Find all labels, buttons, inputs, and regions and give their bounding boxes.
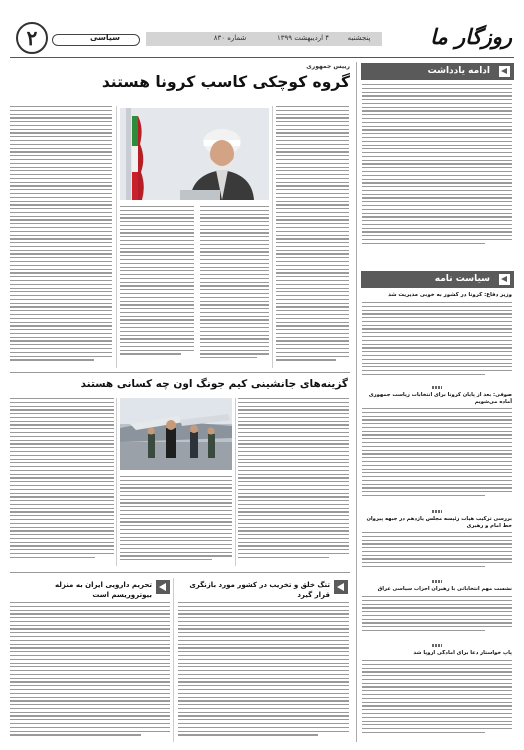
masthead (0, 22, 524, 56)
politics-digest-title: سیاست نامه (434, 274, 490, 284)
bottom-mid-headline: تنگ خلق و تخریب در کشور مورد بازنگری قرار گیرد (189, 581, 330, 599)
politics-digest-header (361, 271, 514, 288)
issue-date: ۴ اردیبهشت ۱۳۹۹ (276, 34, 330, 42)
continued-notes-title: ادامه یادداشت (427, 66, 490, 76)
korea-story-photo (120, 398, 232, 470)
arrow-icon (499, 274, 510, 285)
issue-number: شماره ۸۳۰ (213, 34, 247, 42)
newspaper-logo: روزگار ما (430, 24, 512, 49)
sidebar-text-1 (362, 302, 512, 382)
korea-story-col-3 (10, 398, 114, 566)
sidebar-text-3 (362, 532, 512, 576)
sidebar-text-5 (362, 660, 512, 742)
sidebar-headline-2: صوفی: بعد از پایان کرونا برای انتخابات ریاست جمهوری آماده می‌شویم (368, 392, 512, 405)
bottom-left-text (10, 602, 170, 742)
bottom-mid-text (178, 602, 349, 742)
lead-story-headline: گروه کوچکی کاسب کرونا هستند (101, 73, 350, 91)
sidebar-text-2 (362, 408, 512, 506)
lead-story-kicker: رییس جمهوری (306, 63, 350, 70)
left-column-text (10, 106, 112, 368)
bottom-left-headline: تحریم دارویی ایران به منزله بیوتروریسم است (54, 581, 152, 599)
korea-story-col-1 (238, 398, 349, 566)
lead-story-photo (120, 108, 269, 200)
sidebar-text-4 (362, 596, 512, 640)
continued-notes-text (362, 84, 512, 256)
korea-story-headline: گزینه‌های جانشینی کیم جونگ اون چه کسانی هستند (80, 378, 348, 390)
continued-notes-header (361, 63, 514, 80)
lead-story-col-3 (120, 206, 194, 368)
lead-story-col-2 (200, 206, 269, 368)
sidebar-headline-1: وزیر دفاع: کرونا در کشور به خوبی مدیریت شد (388, 292, 512, 298)
sidebar-headline-4: نشست مهم انتخاباتی با رهبران احزاب سیاسی عراق (377, 586, 512, 592)
bottom-mid-arrow-icon (334, 580, 348, 594)
page-number-badge: ۲ (16, 22, 48, 54)
bottom-left-arrow-icon (156, 580, 170, 594)
issue-day: پنجشنبه (347, 34, 371, 42)
korea-story-col-2 (120, 476, 232, 566)
section-label: سیاسی (89, 33, 121, 42)
lead-story-col-1 (276, 106, 349, 368)
arrow-icon (499, 66, 510, 77)
sidebar-headline-3: بررسی ترکیب هیات رئیسه مجلس یازدهم در جبهه پیروان خط امام و رهبری (366, 516, 512, 529)
sidebar-headline-5: پاپ خواستار دعا برای آمادگی اروپا شد (413, 650, 512, 656)
